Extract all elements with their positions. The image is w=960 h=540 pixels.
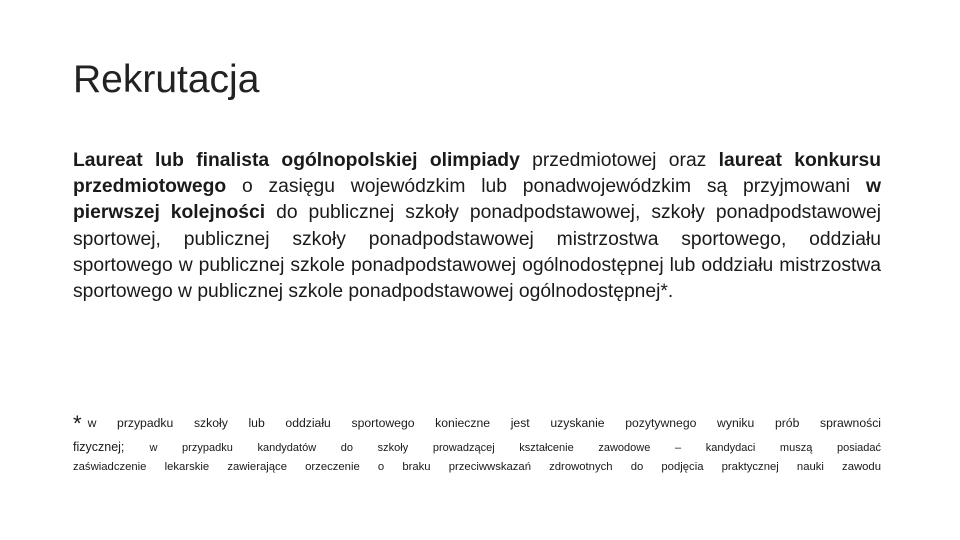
body-segment-2: przedmiotowej oraz bbox=[519, 150, 719, 171]
footnote-line-1-text: w przypadku szkoły lub oddziału sportowego konieczne jest uzyskanie pozytywnego wyniku prób sprawności bbox=[87, 416, 881, 430]
body-paragraph bbox=[73, 148, 881, 305]
footnote-line-1 bbox=[73, 410, 881, 437]
footnote-line-2-rest: w przypadku kandydatów do szkoły prowadzącej kształcenie zawodowe – kandydaci muszą posiadać bbox=[149, 442, 881, 454]
footnote bbox=[73, 410, 881, 477]
body-segment-bold-5: w pierwszej kolejności bbox=[73, 176, 881, 224]
body-segment-6: do publicznej szkoły ponadpodstawowej, szkoły ponadpodstawowej sportowej, publicznej szkoły ponadpodstawowej mistrzostwa sportowego, oddziału sportowego w publicznej szkole ponadpodstawowej ogólnodostępnej lub oddziału mistrzostwa sportowego w publicznej szkole ponadpodstawowej ogólnodostępnej*. bbox=[73, 202, 881, 303]
footnote-marker: * bbox=[73, 411, 82, 436]
body-segment-4: o zasięgu wojewódzkim lub ponadwojewódzkim są przyjmowani bbox=[226, 176, 866, 198]
footnote-line-2-start: fizycznej; bbox=[73, 440, 125, 454]
body-segment-bold-3: laureat konkursu przedmiotowego bbox=[73, 150, 882, 198]
slide-title: Rekrutacja bbox=[73, 58, 260, 101]
footnote-line-3: zaświadczenie lekarskie zawierające orzeczenie o braku przeciwwskazań zdrowotnych do podjęcia praktycznej nauki zawodu bbox=[73, 461, 881, 473]
body-segment-bold-1: Laureat lub finalista ogólnopolskiej olimpiady bbox=[73, 150, 520, 171]
